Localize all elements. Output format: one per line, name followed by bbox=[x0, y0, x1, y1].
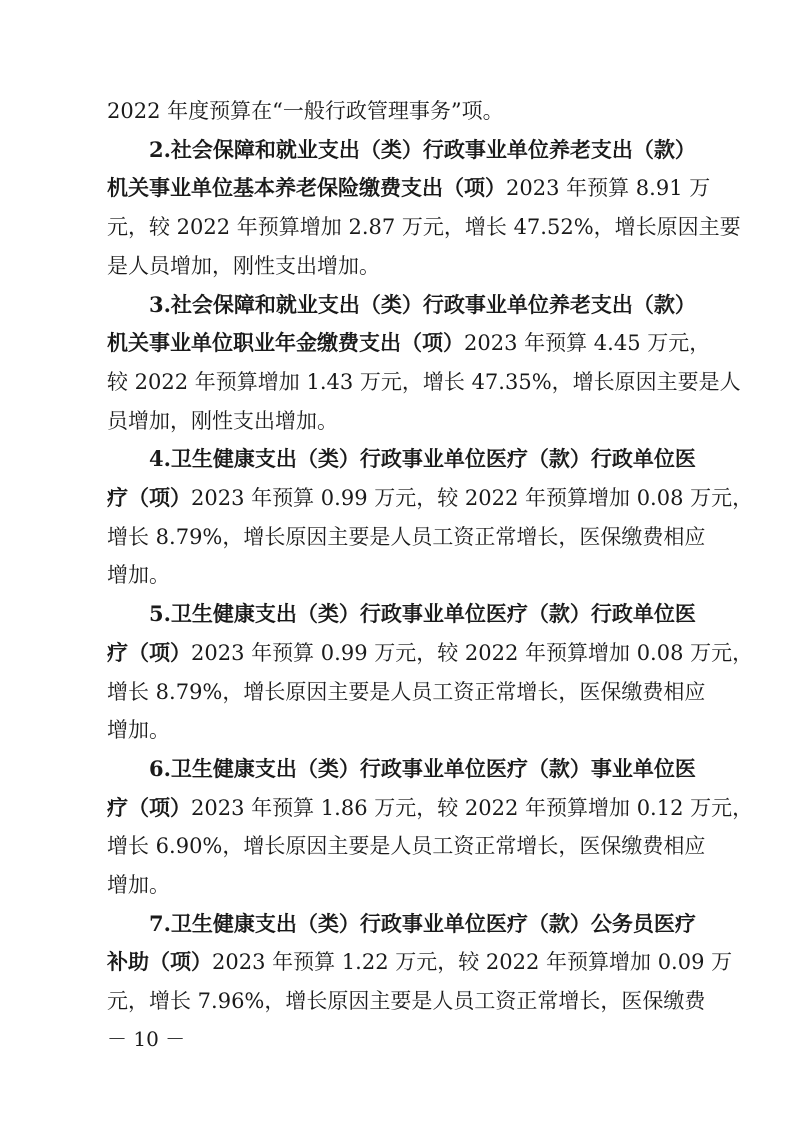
text-line bbox=[107, 523, 706, 551]
text-line bbox=[107, 832, 706, 860]
text-line bbox=[107, 407, 695, 435]
text-span: 较 2022 年预算增加 1.43 万元，增长 47.35%，增长原因主要是人 bbox=[107, 369, 741, 394]
text-span: 2023 年预算 4.45 万元， bbox=[464, 331, 711, 356]
text-line bbox=[107, 678, 706, 706]
text-line bbox=[107, 484, 754, 512]
text-line bbox=[107, 794, 754, 822]
bold-text-span: 5.卫生健康支出（类）行政事业单位医疗（款）行政单位医 bbox=[149, 601, 696, 627]
text-span: 增加。 bbox=[107, 873, 170, 897]
text-line bbox=[107, 97, 695, 125]
text-span: 2023 年预算 1.86 万元，较 2022 年预算增加 0.12 万元， bbox=[191, 795, 754, 820]
text-span: 增加。 bbox=[107, 563, 170, 588]
text-line bbox=[149, 910, 695, 938]
bold-text-span: 补助（项） bbox=[107, 949, 212, 975]
text-span: 增长 6.90%，增长原因主要是人员工资正常增长，医保缴费相应 bbox=[107, 834, 706, 859]
text-span: 增长 8.79%，增长原因主要是人员工资正常增长，医保缴费相应 bbox=[107, 679, 706, 704]
text-span: 元，增长 7.96%，增长原因主要是人员工资正常增长，医保缴费 bbox=[107, 989, 706, 1014]
text-line bbox=[107, 987, 706, 1015]
text-line bbox=[149, 445, 695, 473]
bold-text-span: 6.卫生健康支出（类）行政事业单位医疗（款）事业单位医 bbox=[149, 755, 696, 781]
text-line bbox=[107, 368, 741, 396]
bold-text-span: 疗（项） bbox=[107, 639, 191, 665]
text-line bbox=[149, 291, 695, 319]
text-line bbox=[149, 755, 695, 783]
text-span: 员增加，刚性支出增加。 bbox=[107, 408, 338, 433]
bold-text-span: 4.卫生健康支出（类）行政事业单位医疗（款）行政单位医 bbox=[149, 446, 696, 472]
text-span: 增加。 bbox=[107, 718, 170, 743]
bold-text-span: 7.卫生健康支出（类）行政事业单位医疗（款）公务员医疗 bbox=[149, 910, 696, 936]
text-span: 2023 年预算 0.99 万元，较 2022 年预算增加 0.08 万元， bbox=[191, 486, 754, 510]
text-line bbox=[107, 639, 754, 667]
text-span: 2023 年预算 0.99 万元，较 2022 年预算增加 0.08 万元， bbox=[191, 640, 754, 665]
text-span: 2023 年预算 8.91 万 bbox=[506, 176, 711, 201]
bold-text-span: 机关事业单位职业年金缴费支出（项） bbox=[107, 330, 464, 356]
bold-text-span: 3.社会保障和就业支出（类）行政事业单位养老支出（款） bbox=[149, 291, 696, 317]
text-line bbox=[107, 948, 733, 976]
bold-text-span: 疗（项） bbox=[107, 794, 191, 820]
text-line bbox=[149, 600, 695, 628]
page-number: － 10 － bbox=[107, 1027, 186, 1051]
text-line bbox=[107, 329, 711, 357]
text-span: 是人员增加，刚性支出增加。 bbox=[107, 253, 380, 278]
text-line bbox=[107, 174, 711, 202]
text-span: 元，较 2022 年预算增加 2.87 万元，增长 47.52%，增长原因主要 bbox=[107, 215, 741, 240]
text-line bbox=[149, 136, 695, 164]
text-line bbox=[107, 871, 695, 899]
text-span: 2023 年预算 1.22 万元，较 2022 年预算增加 0.09 万 bbox=[212, 950, 733, 975]
text-line bbox=[107, 252, 695, 280]
bold-text-span: 机关事业单位基本养老保险缴费支出（项） bbox=[107, 175, 506, 201]
text-span: 2022 年度预算在“一般行政管理事务”项。 bbox=[107, 99, 504, 123]
bold-text-span: 2.社会保障和就业支出（类）行政事业单位养老支出（款） bbox=[149, 136, 696, 162]
text-line bbox=[107, 213, 741, 241]
bold-text-span: 疗（项） bbox=[107, 485, 191, 510]
text-line bbox=[107, 561, 695, 589]
text-span: 增长 8.79%，增长原因主要是人员工资正常增长，医保缴费相应 bbox=[107, 524, 706, 549]
text-line bbox=[107, 716, 695, 744]
